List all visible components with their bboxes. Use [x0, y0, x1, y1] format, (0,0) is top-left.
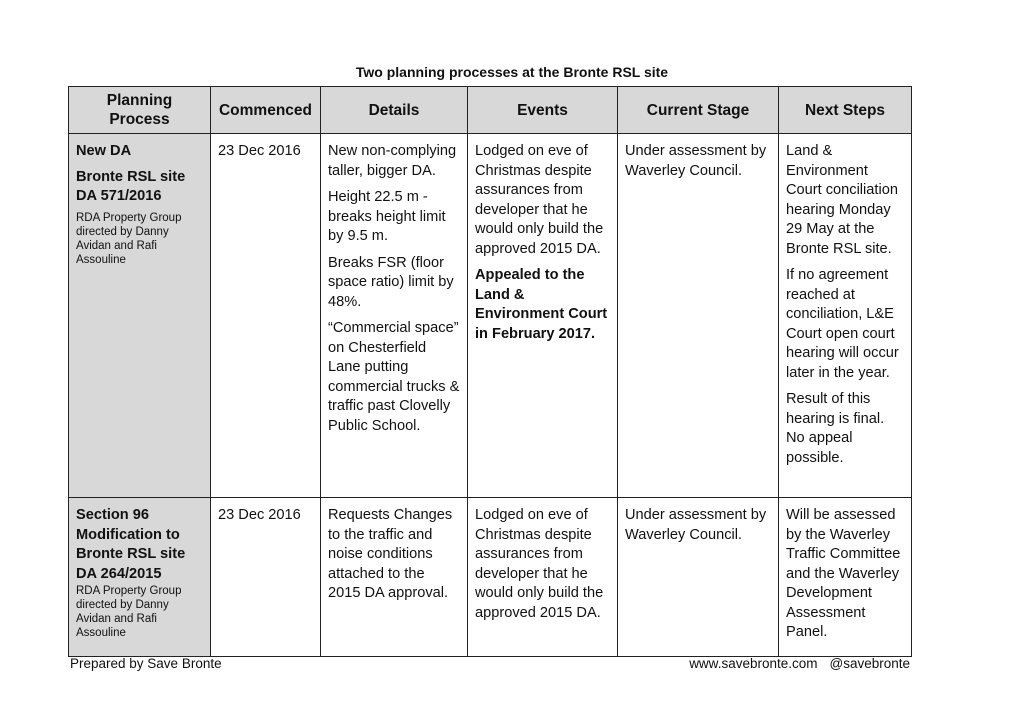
process-site: Bronte RSL site DA 571/2016	[76, 168, 186, 204]
table-header-row	[69, 87, 912, 134]
commenced-cell: 23 Dec 2016	[211, 134, 321, 498]
prepared-by: Prepared by Save Bronte	[70, 656, 222, 671]
process-cell	[69, 134, 211, 498]
details-paragraph: Height 22.5 m - breaks height limit by 9.5 m.	[328, 189, 446, 244]
next-steps-paragraph: Land & Environment Court conciliation hearing Monday 29 May at the Bronte RSL site.	[786, 143, 898, 257]
details-paragraph: Requests Changes to the traffic and noise conditions attached to the 2015 DA approval.	[328, 507, 453, 601]
process-name: Section 96 Modification to Bronte RSL site DA 264/2015	[76, 507, 186, 582]
process-developer: RDA Property Group directed by Danny Avidan and Rafi Assouline	[76, 211, 182, 266]
header-events: Events	[468, 87, 618, 134]
footer-contact	[689, 656, 910, 671]
details-paragraph: “Commercial space” on Chesterfield Lane putting commercial trucks & traffic past Clovelly Public School.	[328, 320, 460, 434]
events-appeal-note: Appealed to the Land & Environment Court in February 2017.	[475, 267, 608, 342]
next-steps-paragraph: Will be assessed by the Waverley Traffic Committee and the Waverley Development Assessment Panel.	[786, 507, 901, 640]
process-name: New DA	[76, 143, 132, 159]
details-cell	[321, 134, 468, 498]
details-paragraph: New non-complying taller, bigger DA.	[328, 143, 457, 179]
events-cell	[468, 498, 618, 657]
header-commenced: Commenced	[211, 87, 321, 134]
website-link[interactable]: www.savebronte.com	[689, 656, 818, 671]
header-details: Details	[321, 87, 468, 134]
events-paragraph: Lodged on eve of Christmas despite assurances from developer that he would only build the approved 2015 DA.	[475, 507, 604, 621]
header-next-steps: Next Steps	[779, 87, 912, 134]
next-steps-cell	[779, 134, 912, 498]
commenced-cell: 23 Dec 2016	[211, 498, 321, 657]
table-row	[69, 134, 912, 498]
events-paragraph: Lodged on eve of Christmas despite assurances from developer that he would only build the approved 2015 DA.	[475, 143, 604, 257]
current-stage-cell: Under assessment by Waverley Council.	[618, 498, 779, 657]
current-stage-cell: Under assessment by Waverley Council.	[618, 134, 779, 498]
planning-table	[68, 86, 912, 657]
header-planning-process: Planning Process	[69, 87, 211, 134]
social-handle[interactable]: @savebronte	[829, 656, 910, 671]
details-cell	[321, 498, 468, 657]
next-steps-paragraph: If no agreement reached at conciliation, L&E Court open court hearing will occur later in the year.	[786, 267, 899, 381]
events-cell	[468, 134, 618, 498]
next-steps-cell	[779, 498, 912, 657]
table-row	[69, 498, 912, 657]
next-steps-paragraph: Result of this hearing is final. No appeal possible.	[786, 391, 885, 466]
details-paragraph: Breaks FSR (floor space ratio) limit by 48%.	[328, 254, 454, 310]
document-title: Two planning processes at the Bronte RSL site	[355, 64, 669, 80]
process-developer: RDA Property Group directed by Danny Avidan and Rafi Assouline	[76, 585, 182, 639]
header-current-stage: Current Stage	[618, 87, 779, 134]
process-cell	[69, 498, 211, 657]
